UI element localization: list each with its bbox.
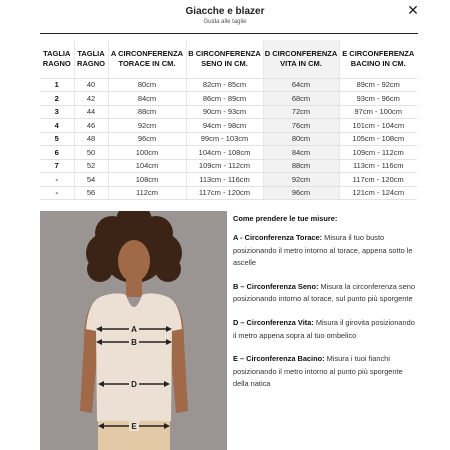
- table-cell: 89cm - 92cm: [339, 78, 417, 92]
- table-cell: 117cm - 120cm: [339, 173, 417, 187]
- table-cell: 42: [74, 92, 108, 106]
- dialog-title: Giacche e blazer: [185, 6, 265, 17]
- table-cell: 109cm - 112cm: [339, 146, 417, 160]
- table-cell: 92cm: [108, 119, 186, 133]
- table-row: [40, 92, 417, 106]
- table-cell: 72cm: [263, 105, 339, 119]
- shirt: [86, 293, 182, 424]
- instruction-vita: D – Circonferenza Vita: Misura il girovita posizionando il metro appena sopra al tuo ombelico: [233, 317, 415, 340]
- table-cell: 108cm: [108, 173, 186, 187]
- measure-marker-b: B: [131, 338, 137, 347]
- model-figure: [40, 211, 227, 450]
- table-cell: 117cm - 120cm: [186, 186, 263, 200]
- table-cell: 92cm: [263, 173, 339, 187]
- table-cell: 82cm - 85cm: [186, 78, 263, 92]
- table-cell: 5: [40, 132, 74, 146]
- table-cell: 7: [40, 159, 74, 173]
- table-cell: 88cm: [263, 159, 339, 173]
- table-cell: 112cm: [108, 186, 186, 200]
- table-row: [40, 78, 417, 92]
- instruction-bacino: E – Circonferenza Bacino: Misura i tuoi fianchi posizionando il metro intorno al punto più sporgente della natica: [233, 354, 403, 389]
- table-cell: 88cm: [108, 105, 186, 119]
- table-cell: 113cm - 116cm: [339, 159, 417, 173]
- table-row: [40, 132, 417, 146]
- table-cell: 3: [40, 105, 74, 119]
- table-cell: 80cm: [263, 132, 339, 146]
- table-cell: 84cm: [108, 92, 186, 106]
- table-row: [40, 173, 417, 187]
- table-cell: 104cm: [108, 159, 186, 173]
- table-cell: 64cm: [263, 78, 339, 92]
- measure-marker-e: E: [131, 422, 137, 431]
- table-cell: 50: [74, 146, 108, 160]
- size-table-body: [40, 78, 417, 200]
- table-cell: 80cm: [108, 78, 186, 92]
- table-cell: 1: [40, 78, 74, 92]
- table-cell: 44: [74, 105, 108, 119]
- table-cell: 68cm: [263, 92, 339, 106]
- measure-marker-d: D: [131, 380, 137, 389]
- table-cell: 97cm - 100cm: [339, 105, 417, 119]
- header-divider: [40, 33, 418, 34]
- table-cell: 99cm - 103cm: [186, 132, 263, 146]
- size-table: [40, 40, 417, 200]
- column-header: D CIRCONFERENZA VITA IN CM.: [263, 40, 339, 78]
- table-cell: 46: [74, 119, 108, 133]
- column-header: B CIRCONFERENZA SENO IN CM.: [186, 40, 263, 78]
- table-cell: 94cm - 98cm: [186, 119, 263, 133]
- size-table-header-row: [40, 40, 417, 78]
- dialog-header: [0, 0, 450, 30]
- table-row: [40, 159, 417, 173]
- table-cell: 104cm - 108cm: [186, 146, 263, 160]
- table-cell: 109cm - 112cm: [186, 159, 263, 173]
- table-cell: 48: [74, 132, 108, 146]
- table-cell: 96cm: [108, 132, 186, 146]
- measure-instructions: [233, 212, 418, 402]
- table-cell: -: [40, 186, 74, 200]
- neck: [126, 277, 142, 297]
- table-row: [40, 105, 417, 119]
- table-cell: 6: [40, 146, 74, 160]
- table-row: [40, 146, 417, 160]
- dialog-subtitle: Guida alle taglie: [203, 19, 247, 25]
- face: [118, 240, 150, 282]
- table-row: [40, 119, 417, 133]
- table-cell: 40: [74, 78, 108, 92]
- table-cell: 105cm - 108cm: [339, 132, 417, 146]
- model-illustration: [40, 211, 227, 450]
- table-cell: 84cm: [263, 146, 339, 160]
- table-cell: 2: [40, 92, 74, 106]
- column-header: E CIRCONFERENZA BACINO IN CM.: [339, 40, 417, 78]
- table-cell: 54: [74, 173, 108, 187]
- table-cell: 96cm: [263, 186, 339, 200]
- table-cell: 113cm - 116cm: [186, 173, 263, 187]
- table-cell: 90cm - 93cm: [186, 105, 263, 119]
- column-header: TAGLIA RAGNO: [40, 40, 74, 78]
- instructions-heading: Come prendere le tue misure:: [233, 214, 338, 223]
- table-cell: -: [40, 173, 74, 187]
- table-cell: 76cm: [263, 119, 339, 133]
- table-cell: 86cm - 89cm: [186, 92, 263, 106]
- table-cell: 93cm - 96cm: [339, 92, 417, 106]
- table-cell: 100cm: [108, 146, 186, 160]
- measure-marker-a: A: [131, 325, 137, 334]
- column-header: A CIRCONFERENZA TORACE IN CM.: [108, 40, 186, 78]
- close-icon[interactable]: ✕: [407, 2, 419, 18]
- table-cell: 56: [74, 186, 108, 200]
- instruction-torace: A - Circonferenza Torace: Misura il tuo busto posizionando il metro intorno al torace, appena sotto le ascelle: [233, 233, 413, 268]
- table-row: [40, 186, 417, 200]
- table-cell: 101cm - 104cm: [339, 119, 417, 133]
- column-header: TAGLIA RAGNO: [74, 40, 108, 78]
- table-cell: 4: [40, 119, 74, 133]
- table-cell: 52: [74, 159, 108, 173]
- table-cell: 121cm - 124cm: [339, 186, 417, 200]
- instruction-seno: B – Circonferenza Seno: Misura la circonferenza seno posizionando intorno al torace, sul punto più sporgente: [233, 281, 415, 304]
